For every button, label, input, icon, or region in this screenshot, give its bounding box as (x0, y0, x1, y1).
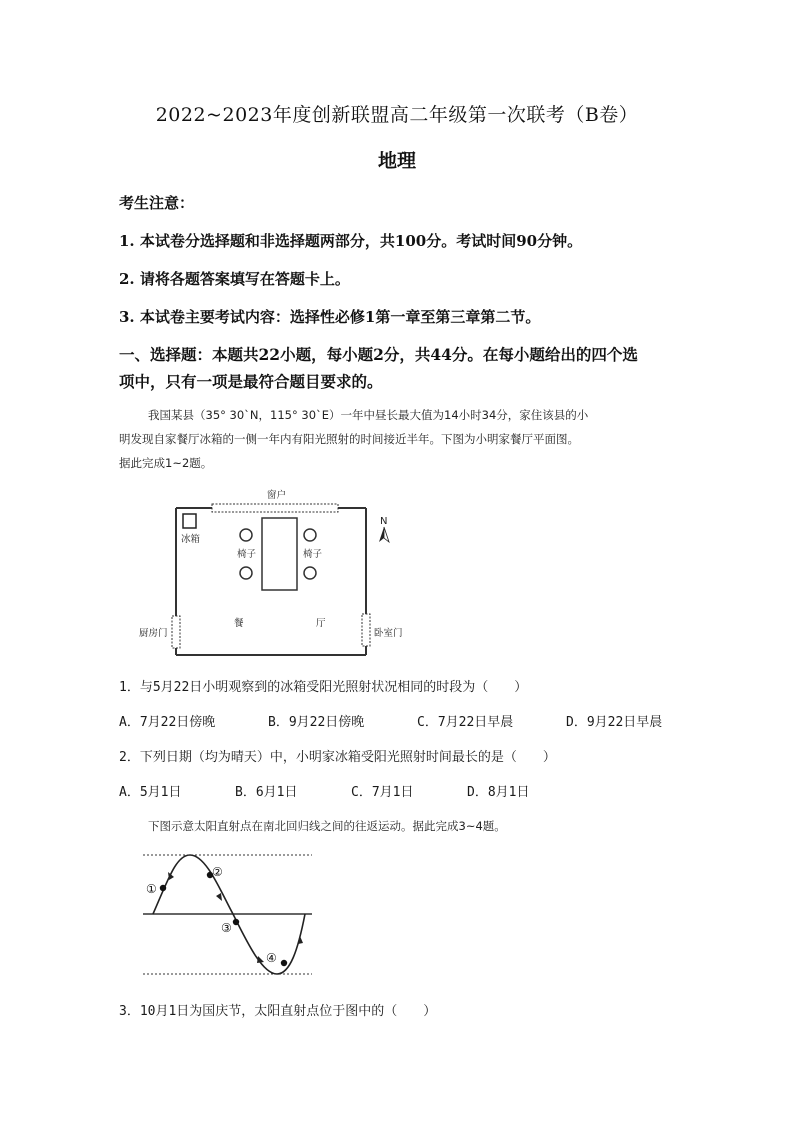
q1-option-a: A．7月22日傍晚 (119, 715, 216, 730)
q2-option-a: A．5月1日 (119, 785, 182, 800)
point-4 (281, 960, 287, 966)
q1-option-c: C．7月22日早晨 (417, 715, 514, 730)
point-label-1: ① (146, 882, 157, 896)
q2-option-b: B．6月1日 (235, 785, 298, 800)
notice-heading: 考生注意： (119, 194, 195, 212)
bedroom-door-label: 卧室门 (374, 628, 403, 639)
q2-stem: 2．下列日期（均为晴天）中，小明家冰箱受阳光照射时间最长的是（ ） (119, 750, 556, 765)
passage1-line3: 据此完成1~2题。 (119, 456, 213, 470)
q1-stem: 1．与5月22日小明观察到的冰箱受阳光照射状况相同的时段为（ ） (119, 680, 528, 695)
passage2-line1: 下图示意太阳直射点在南北回归线之间的往返运动。据此完成3~4题。 (148, 819, 506, 833)
fridge-label: 冰箱 (181, 534, 201, 545)
chair-label-right: 椅子 (303, 549, 323, 560)
passage1-line1: 我国某县（35° 30`N，115° 30`E）一年中昼长最大值为14小时34分，家住该县的小 (148, 408, 589, 422)
section-heading-line2: 项中，只有一项是最符合题目要求的。 (119, 372, 383, 391)
subject-title: 地理 (377, 150, 416, 172)
notice-item-1: 1. 本试卷分选择题和非选择题两部分，共100分。考试时间90分钟。 (119, 232, 583, 250)
q2-option-c: C．7月1日 (351, 785, 414, 800)
north-label: N (380, 516, 388, 527)
window-label: 窗户 (267, 490, 287, 501)
q3-stem: 3．10月1日为国庆节，太阳直射点位于图中的（ ） (119, 1004, 437, 1019)
point-1 (160, 885, 166, 891)
point-label-2: ② (212, 865, 223, 879)
point-3 (233, 919, 239, 925)
notice-item-3: 3. 本试卷主要考试内容：选择性必修1第一章至第三章第二节。 (119, 308, 541, 326)
arrow-icon (257, 956, 264, 963)
q1-option-d: D．9月22日早晨 (566, 715, 663, 730)
chair-label-left: 椅子 (237, 549, 257, 560)
notice-item-2: 2. 请将各题答案填写在答题卡上。 (119, 270, 350, 288)
passage1-line2: 明发现自家餐厅冰箱的一侧一年内有阳光照射的时间接近半年。下图为小明家餐厅平面图。 (119, 432, 579, 446)
q2-option-d: D．8月1日 (467, 785, 530, 800)
kitchen-door-label: 厨房门 (139, 628, 168, 639)
q1-option-b: B．9月22日傍晚 (268, 715, 365, 730)
arrow-icon (216, 893, 222, 901)
section-heading-line1: 一、选择题：本题共22小题，每小题2分，共44分。在每小题给出的四个选 (119, 345, 638, 364)
point-label-4: ④ (266, 951, 277, 965)
exam-title: 2022~2023年度创新联盟高二年级第一次联考（B卷） (155, 104, 639, 126)
room-label-2: 厅 (316, 618, 326, 629)
room-label-1: 餐 (234, 618, 244, 629)
point-label-3: ③ (221, 921, 232, 935)
